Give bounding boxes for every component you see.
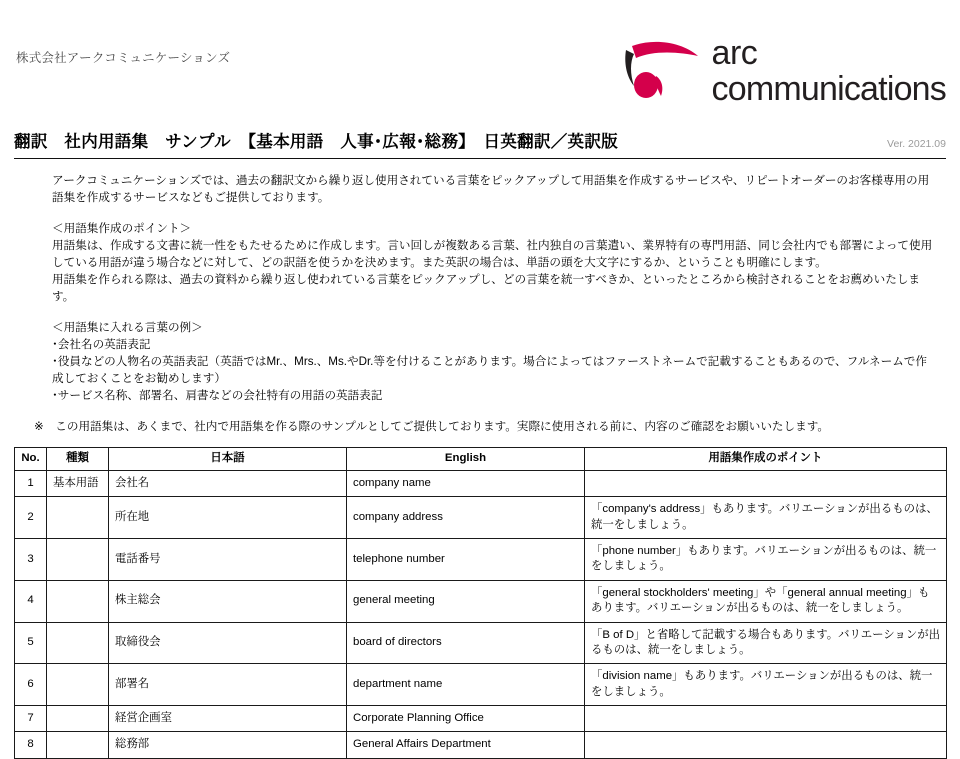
column-header-japanese: 日本語 xyxy=(109,447,347,470)
cell-japanese: 会社名 xyxy=(109,470,347,496)
section-examples xyxy=(52,320,934,405)
logo-line-1: arc xyxy=(711,34,758,72)
cell-no: 7 xyxy=(15,706,47,732)
table-row xyxy=(15,664,947,706)
table-row xyxy=(15,497,947,539)
section-points-paragraph-1: 用語集は、作成する文書に統一性をもたせるために作成します。言い回しが複数ある言葉、社内独自の言葉遣い、業界特有の専門用語、同じ会社内でも部署によって使用している用語が違う場合などに対して、どの訳語を使うかを決めます。また英訳の場合は、単語の頭を大文字にするか、ということも明確にします。 xyxy=(52,239,933,270)
cell-japanese: 電話番号 xyxy=(109,538,347,580)
cell-kind: 基本用語 xyxy=(47,470,109,496)
cell-no: 5 xyxy=(15,622,47,664)
section-examples-item-2: ･役員などの人物名の英語表記（英語ではMr.、Mrs.、Ms.やDr.等を付けることがあります。場合によってはファーストネームで記載することもあるので、フルネームで作成しておくことをお勧めします） xyxy=(52,355,927,385)
cell-japanese: 取締役会 xyxy=(109,622,347,664)
table-row xyxy=(15,622,947,664)
title-row xyxy=(14,128,946,159)
cell-kind xyxy=(47,706,109,732)
page-title: 翻訳 社内用語集 サンプル 【基本用語 人事･広報･総務】 日英翻訳／英訳版 xyxy=(14,133,618,151)
cell-point xyxy=(585,470,947,496)
document-version: Ver. 2021.09 xyxy=(887,138,946,150)
cell-no: 3 xyxy=(15,538,47,580)
company-name: 株式会社アークコミュニケーションズ xyxy=(16,51,231,65)
cell-kind xyxy=(47,538,109,580)
cell-kind xyxy=(47,580,109,622)
cell-point: 「phone number」もあります。バリエーションが出るものは、統一をしましょう。 xyxy=(585,538,947,580)
cell-point xyxy=(585,732,947,758)
cell-no: 2 xyxy=(15,497,47,539)
cell-no: 4 xyxy=(15,580,47,622)
cell-japanese: 経営企画室 xyxy=(109,706,347,732)
cell-no: 8 xyxy=(15,732,47,758)
brand-logo xyxy=(620,36,946,106)
table-row xyxy=(15,538,947,580)
cell-point: 「general stockholders' meeting」や「general annual meeting」もあります。バリエーションが出るものは、統一をしましょう。 xyxy=(585,580,947,622)
cell-english: company address xyxy=(347,497,585,539)
table-header-row xyxy=(15,447,947,470)
section-points xyxy=(52,221,934,306)
table-row xyxy=(15,470,947,496)
arc-swoosh-logo-icon xyxy=(620,36,702,102)
cell-english: department name xyxy=(347,664,585,706)
cell-english: general meeting xyxy=(347,580,585,622)
table-row xyxy=(15,732,947,758)
section-examples-item-3: ･サービス名称、部署名、肩書などの会社特有の用語の英語表記 xyxy=(52,388,383,402)
cell-kind xyxy=(47,664,109,706)
cell-english: telephone number xyxy=(347,538,585,580)
glossary-table xyxy=(14,447,947,759)
section-points-heading: ＜用語集作成のポイント＞ xyxy=(52,221,192,235)
cell-japanese: 総務部 xyxy=(109,732,347,758)
column-header-point: 用語集作成のポイント xyxy=(585,447,947,470)
cell-english: Corporate Planning Office xyxy=(347,706,585,732)
glossary-table-body xyxy=(15,470,947,758)
logo-wordmark xyxy=(712,36,946,106)
cell-japanese: 所在地 xyxy=(109,497,347,539)
column-header-english: English xyxy=(347,447,585,470)
cell-no: 6 xyxy=(15,664,47,706)
table-row xyxy=(15,706,947,732)
cell-kind xyxy=(47,622,109,664)
cell-point: 「division name」もあります。バリエーションが出るものは、統一をしましょう。 xyxy=(585,664,947,706)
section-examples-heading: ＜用語集に入れる言葉の例＞ xyxy=(52,320,203,334)
table-row xyxy=(15,580,947,622)
section-examples-item-1: ･会社名の英語表記 xyxy=(52,338,151,352)
intro-paragraph: アークコミュニケーションズでは、過去の翻訳文から繰り返し使用されている言葉をピックアップして用語集を作成するサービスや、リピートオーダーのお客様専用の用語集を作成するサービスなどもご提供しております。 xyxy=(52,174,930,204)
cell-english: company name xyxy=(347,470,585,496)
document-header xyxy=(0,0,960,128)
logo-line-2: communications xyxy=(711,70,946,108)
cell-point: 「B of D」と省略して記載する場合もあります。バリエーションが出るものは、統一をしましょう。 xyxy=(585,622,947,664)
cell-english: board of directors xyxy=(347,622,585,664)
section-points-paragraph-2: 用語集を作られる際は、過去の資料から繰り返し使われている言葉をピックアップし、どの言葉を統一すべきか、といったところから検討されることをお薦めいたします。 xyxy=(52,272,921,303)
column-header-kind: 種類 xyxy=(47,447,109,470)
cell-point: 「company's address」もあります。バリエーションが出るものは、統一をしましょう。 xyxy=(585,497,947,539)
cell-japanese: 株主総会 xyxy=(109,580,347,622)
cell-japanese: 部署名 xyxy=(109,664,347,706)
glossary-table-wrap xyxy=(14,447,946,759)
cell-kind xyxy=(47,732,109,758)
disclaimer-note: ※ この用語集は、あくまで、社内で用語集を作る際のサンプルとしてご提供しております。実際に使用される前に、内容のご確認をお願いいたします。 xyxy=(34,419,829,433)
cell-kind xyxy=(47,497,109,539)
column-header-no: No. xyxy=(15,447,47,470)
cell-english: General Affairs Department xyxy=(347,732,585,758)
cell-no: 1 xyxy=(15,470,47,496)
cell-point xyxy=(585,706,947,732)
